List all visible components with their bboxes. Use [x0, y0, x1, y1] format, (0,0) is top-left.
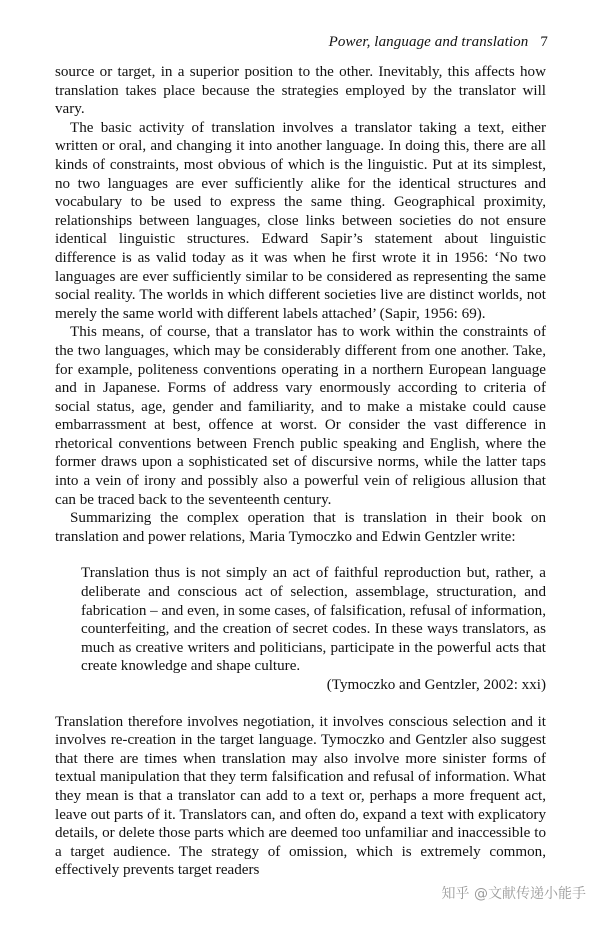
- block-quote-citation: (Tymoczko and Gentzler, 2002: xxi): [326, 677, 546, 693]
- paragraph: Summarizing the complex operation that is translation in their book on translation and power relations, Maria Tymoczko and Edwin Gentzler write:: [55, 510, 546, 545]
- block-quote-text: Translation thus is not simply an act of faithful reproduction but, rather, a deliberate and conscious act of selection, assemblage, structuration, and fabrication – and even, in some cases, of falsification, refusal of information, counterfeiting, and the creation of secret codes. In these ways translators, as much as creative writers and politicians, participate in the powerful acts that create knowledge and shape culture.: [81, 565, 546, 675]
- paragraph: This means, of course, that a translator has to work within the constraints of the two languages, which may be considerably different from one another. Take, for example, politeness conventions operating in a northern European language and in Japanese. Forms of address vary enormously according to criteria of social status, age, gender and familiarity, and to make a mistake could cause embarrassment at best, offence at worst. Or consider the vast difference in rhetorical conventions between French public speaking and English, where the former draws upon a sophisticated set of discursive norms, while the latter taps into a vein of irony and possibly also a powerful vein of religious allusion that can be traced back to the seventeenth century.: [55, 324, 546, 508]
- paragraph: The basic activity of translation involves a translator taking a text, either written or oral, and changing it into another language. In doing this, there are all kinds of constraints, most obvious of which is the linguistic. Put at its simplest, no two languages are ever sufficiently alike for the identical structures and vocabulary to be used to express the same thing. Geographical proximity, relationships between languages, close links between societies do not ensure identical linguistic structures. Edward Sapir’s statement about linguistic difference is as valid today as it was when he first wrote it in 1956: ‘No two languages are ever sufficiently similar to be considered as representing the same social reality. The worlds in which different societies live are distinct worlds, not merely the same world with different labels attached’ (Sapir, 1956: 69).: [55, 119, 546, 322]
- watermark: 知乎 @文献传递小能手: [441, 886, 586, 902]
- running-title: Power, language and translation: [328, 34, 529, 50]
- block-quote: [81, 564, 546, 694]
- paragraph: Translation therefore involves negotiation, it involves conscious selection and it involves re-creation in the target language. Tymoczko and Gentzler also suggest that there are times when translation may also involve more sinister forms of textual manipulation that they term falsification and refusal of information. What they mean is that a translator can add to a text or, perhaps a more frequent act, leave out parts of it. Translators can, and often do, expand a text with explicatory details, or delete those parts which are deemed too unfamiliar and inaccessible to a target audience. The strategy of omission, which is extremely common, effectively prevents target readers: [55, 713, 546, 879]
- running-header: [329, 34, 548, 51]
- page-body: [55, 63, 546, 880]
- page-number: 7: [540, 34, 548, 50]
- paragraph-continued: source or target, in a superior position to the other. Inevitably, this affects how translation takes place because the strategies employed by the translator will vary.: [55, 64, 546, 118]
